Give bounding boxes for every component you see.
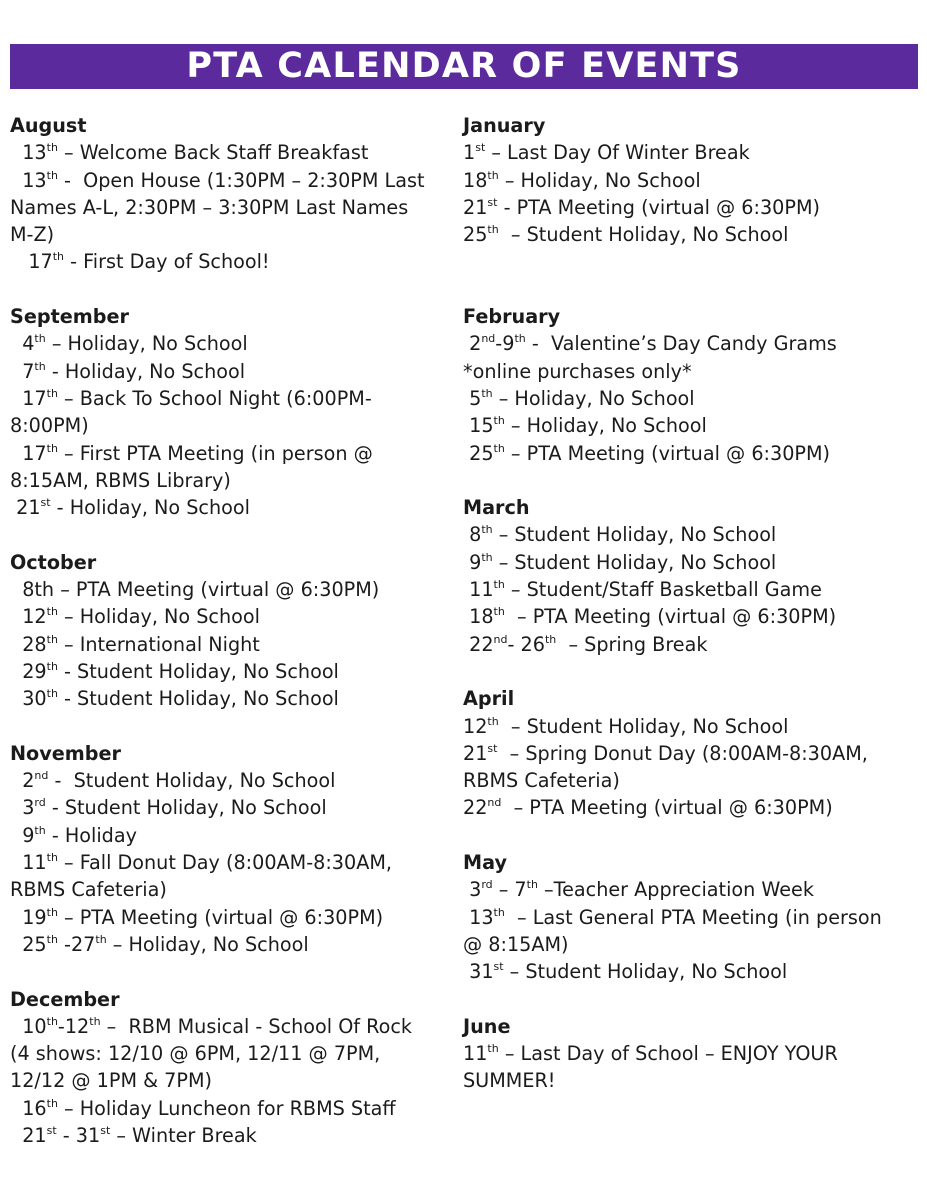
month-heading: November [10,741,121,765]
event-text: - Open House (1:30PM – 2:30PM Last Names A-L, 2:30PM – 3:30PM Last Names M-Z) [10,168,431,247]
month-section-january [463,112,883,276]
event-text: - Student Holiday, No School [57,687,339,711]
ordinal-suffix: th [46,632,58,646]
event-item [10,576,430,603]
event-item [10,358,430,385]
ordinal-suffix: th [481,386,493,400]
event-text: 17 [10,386,47,410]
month-section-march [463,494,883,658]
event-item [463,248,883,275]
event-text: 16 [10,1096,47,1120]
ordinal-suffix: th [46,851,58,865]
calendar-column-right [463,112,888,1122]
event-item [10,931,430,958]
event-text: – 7 [492,878,527,902]
event-item [463,740,883,795]
ordinal-suffix: st [487,741,498,755]
month-heading: August [10,114,87,137]
ordinal-suffix: th [493,441,505,455]
event-item [10,494,430,521]
event-text: – Spring Donut Day (8:00AM-8:30AM, RBMS Cafeteria) [463,741,874,793]
event-text: 28 [10,632,47,656]
event-text: – Holiday, No School [498,168,701,192]
event-text: – Holiday, No School [492,386,695,410]
event-text: - Student Holiday, No School [57,659,339,683]
event-text: – Winter Break [110,1123,257,1147]
event-text: 21 [463,195,488,219]
event-item [10,167,430,249]
event-item [10,1122,430,1149]
event-item [463,549,883,576]
event-text: 18 [463,605,494,629]
ordinal-suffix: th [493,578,505,592]
event-text: – Fall Donut Day (8:00AM-8:30AM, RBMS Cafeteria) [10,851,399,902]
event-text: - Student Holiday, No School [45,796,327,820]
event-text: 15 [463,414,494,438]
ordinal-suffix: st [100,1123,111,1137]
month-section-october [10,549,430,713]
ordinal-suffix: th [487,168,499,182]
event-item [463,631,883,658]
event-item [10,904,430,931]
event-text: 4 [10,332,35,356]
event-text: -27 [57,932,96,956]
event-item [10,849,430,904]
event-text: 3 [463,878,482,902]
event-item [463,603,883,630]
event-text: - Holiday, No School [50,496,250,520]
event-item [10,248,430,275]
ordinal-suffix: th [481,523,493,537]
event-text: –Teacher Appreciation Week [537,878,814,902]
event-text: – Student Holiday, No School [498,714,789,738]
event-text: – PTA Meeting (virtual @ 6:30PM) [504,605,837,629]
ordinal-suffix: st [493,960,504,974]
event-item [10,603,430,630]
event-item [463,412,883,439]
event-text: - First Day of School! [64,250,270,274]
month-heading: June [463,1014,511,1038]
event-text: – Holiday, No School [45,332,248,356]
event-text: 31 [463,960,494,984]
event-text: – Last Day of School – ENJOY YOUR SUMMER! [463,1042,844,1093]
event-text: 21 [10,1123,47,1147]
month-section-december [10,986,430,1150]
ordinal-suffix: th [46,1096,58,1110]
ordinal-suffix: nd [487,796,502,810]
event-text: 21 [10,496,41,520]
event-text: – PTA Meeting (virtual @ 6:30PM) [57,905,384,929]
event-text: - Valentine’s Day Candy Grams *online purchases only* [463,332,843,383]
event-text: 19 [10,905,47,929]
ordinal-suffix: th [89,1014,101,1028]
event-text: – Back To School Night (6:00PM-8:00PM) [10,386,372,438]
month-section-november [10,740,430,958]
month-heading: December [10,987,120,1011]
event-item [463,958,883,985]
ordinal-suffix: st [46,1123,57,1137]
event-text: – Last General PTA Meeting (in person @ 8:15AM) [463,905,888,956]
event-text: - 31 [56,1123,101,1147]
event-text: 12 [463,714,488,738]
event-text: - PTA Meeting (virtual @ 6:30PM) [497,195,820,219]
ordinal-suffix: th [34,359,46,373]
event-text: 25 [463,223,488,247]
event-text: 13 [10,141,47,165]
event-text: – Student Holiday, No School [492,550,777,574]
event-text: 25 [10,932,47,956]
event-text: – Student Holiday, No School [503,960,788,984]
month-section-september [10,303,430,521]
event-text: – Holiday, No School [57,605,260,629]
event-item [463,221,883,248]
month-section-june [463,1013,883,1095]
event-item [463,794,883,821]
event-text: – Student Holiday, No School [498,223,789,247]
event-text: 13 [463,905,494,929]
event-item [463,576,883,603]
event-text: – PTA Meeting (virtual @ 6:30PM) [504,441,831,465]
ordinal-suffix: th [46,932,58,946]
month-heading: March [463,496,530,520]
ordinal-suffix: th [544,632,557,646]
ordinal-suffix: rd [481,878,493,892]
event-item [463,139,883,166]
ordinal-suffix: th [487,1042,499,1056]
event-text: 22 [463,796,488,820]
event-item [10,767,430,794]
event-item [10,440,430,495]
event-item [463,1040,883,1095]
ordinal-suffix: th [34,332,46,346]
event-text: – Holiday Luncheon for RBMS Staff [57,1096,396,1120]
ordinal-suffix: st [487,195,498,209]
ordinal-suffix: nd [34,769,49,783]
event-text: 5 [463,386,482,410]
event-text: 17 [10,250,53,274]
event-item [10,685,430,712]
ordinal-suffix: th [46,605,58,619]
event-text: 8th – PTA Meeting (virtual @ 6:30PM) [10,578,380,602]
ordinal-suffix: th [481,550,493,564]
event-item [10,794,430,821]
event-text: – First PTA Meeting (in person @ 8:15AM, RBMS Library) [10,441,379,492]
event-text: 3 [10,796,35,820]
event-text: – Holiday, No School [106,932,309,956]
ordinal-suffix: th [493,905,505,919]
event-item [463,713,883,740]
event-item [10,822,430,849]
ordinal-suffix: th [46,141,58,155]
event-text: - Student Holiday, No School [48,769,336,793]
event-item [10,330,430,357]
ordinal-suffix: th [493,605,505,619]
event-item [10,1013,430,1095]
event-item [10,139,430,166]
event-text: - Holiday [45,823,137,847]
event-text: 13 [10,168,47,192]
event-text: 2 [463,332,482,356]
ordinal-suffix: th [526,878,538,892]
event-text: 12 [10,605,47,629]
event-text: 2 [10,769,35,793]
event-text: – Welcome Back Staff Breakfast [57,141,369,165]
event-text: -12 [57,1014,90,1038]
event-item [463,330,883,385]
event-text: 11 [10,851,47,875]
ordinal-suffix: th [487,714,499,728]
month-section-april [463,685,883,821]
ordinal-suffix: th [493,414,505,428]
event-text: 30 [10,687,47,711]
event-item [463,194,883,221]
month-section-may [463,849,888,985]
event-text: 7 [10,359,35,383]
month-heading: April [463,687,515,711]
event-text: -9 [495,332,515,356]
event-item [463,876,883,903]
event-text: 9 [10,823,35,847]
month-heading: January [463,114,546,137]
event-item [10,1095,430,1122]
ordinal-suffix: st [475,141,486,155]
ordinal-suffix: nd [481,332,496,346]
event-text: 18 [463,168,488,192]
ordinal-suffix: th [46,168,58,182]
page-title: PTA CALENDAR OF EVENTS [10,44,918,89]
ordinal-suffix: th [46,386,58,400]
event-item [10,658,430,685]
event-text: 25 [463,441,494,465]
event-text: – Student/Staff Basketball Game [504,578,822,602]
event-item [463,904,888,959]
month-section-february [463,303,883,467]
ordinal-suffix: st [40,496,51,510]
event-text: 9 [463,550,482,574]
event-text: - Holiday, No School [45,359,246,383]
ordinal-suffix: th [46,1014,58,1028]
event-item [463,440,883,467]
ordinal-suffix: nd [493,632,508,646]
event-text: 21 [463,741,488,765]
event-text: – International Night [57,632,260,656]
event-text: 29 [10,659,47,683]
event-text: 8 [463,523,482,547]
ordinal-suffix: th [95,932,107,946]
ordinal-suffix: th [46,441,58,455]
event-item [10,631,430,658]
event-text: – Student Holiday, No School [492,523,777,547]
event-item [463,521,883,548]
event-text: 17 [10,441,47,465]
month-section-august [10,112,430,276]
event-item [463,167,883,194]
event-text: – Holiday, No School [504,414,707,438]
ordinal-suffix: th [34,823,46,837]
event-text: 10 [10,1014,47,1038]
month-heading: May [463,851,507,875]
event-text: – PTA Meeting (virtual @ 6:30PM) [501,796,833,820]
ordinal-suffix: th [487,223,499,237]
ordinal-suffix: th [514,332,526,346]
event-text: – RBM Musical - School Of Rock (4 shows: 12/10 @ 6PM, 12/11 @ 7PM, 12/12 @ 1PM & 7PM) [10,1014,419,1093]
ordinal-suffix: rd [34,796,46,810]
event-text: 1 [463,141,476,165]
ordinal-suffix: th [46,687,58,701]
event-text: – Last Day Of Winter Break [485,141,750,165]
event-text: - 26 [507,632,545,656]
event-text: 11 [463,578,494,602]
ordinal-suffix: th [52,250,65,264]
month-heading: February [463,305,561,329]
ordinal-suffix: th [46,659,58,673]
month-heading: September [10,305,129,329]
event-text: 22 [463,632,494,656]
month-heading: October [10,550,97,574]
ordinal-suffix: th [46,905,58,919]
event-text: 11 [463,1042,488,1066]
event-text: – Spring Break [556,632,708,656]
event-item [10,385,430,440]
calendar-column-left [10,112,430,1177]
event-item [463,385,883,412]
